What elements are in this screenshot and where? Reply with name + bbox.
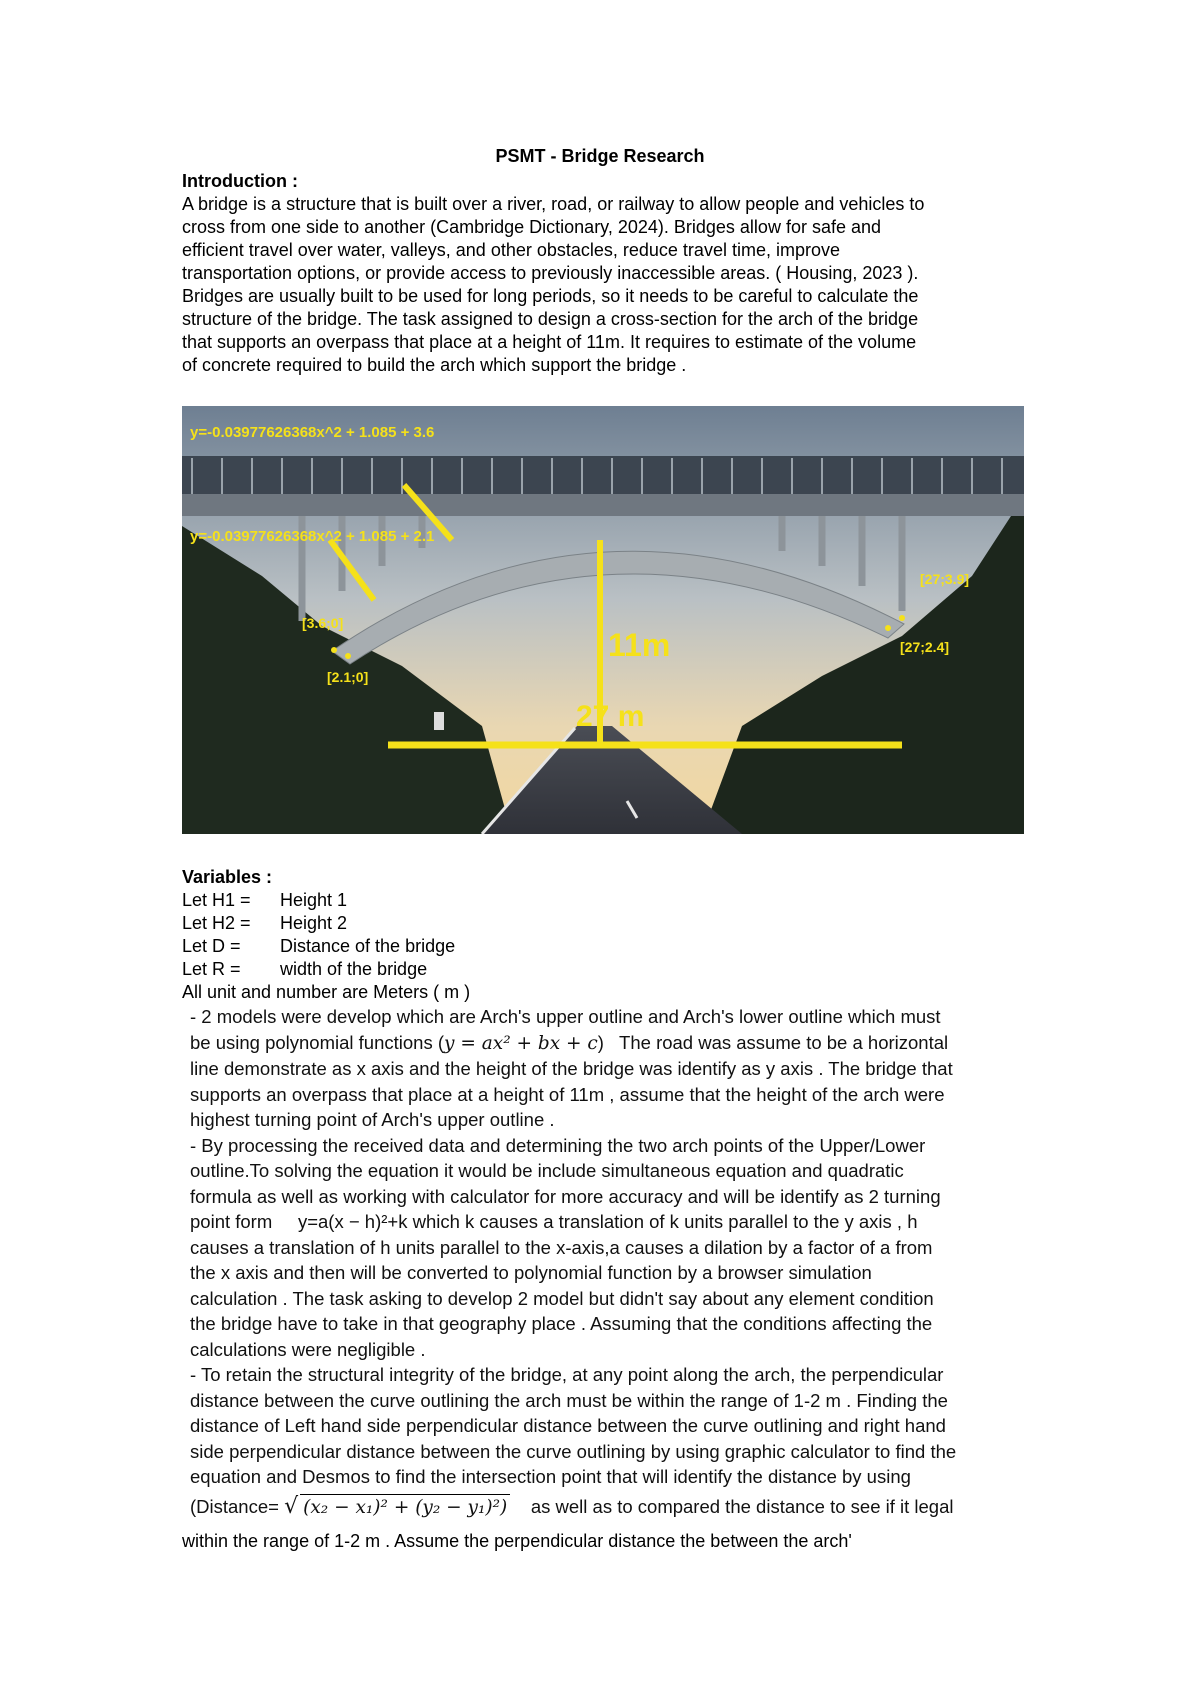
point-marker <box>345 653 351 659</box>
variable-value: Distance of the bridge <box>280 936 456 956</box>
variable-key: Let H2 = <box>182 913 251 933</box>
bridge-photo-figure <box>182 406 1024 834</box>
body-line: distance of Left hand side perpendicular distance between the curve outlining and right hand <box>190 1415 946 1436</box>
label-point-27-3-9: [27;3.9] <box>920 571 970 587</box>
variables-heading: Variables : <box>182 867 273 887</box>
label-point-3-6-0: [3.6;0] <box>302 615 344 631</box>
variable-row <box>182 889 1022 912</box>
bridge-railing <box>182 456 1024 494</box>
body-line-with-formula <box>190 1209 1025 1235</box>
variable-row <box>182 935 1022 958</box>
intro-line: transportation options, or provide access to previously inaccessible areas. ( Housing, 2023 ). <box>182 263 919 283</box>
body-line: side perpendicular distance between the curve outlining by using graphic calculator to find the <box>190 1440 957 1462</box>
variable-row <box>182 958 1022 981</box>
variable-value: Height 2 <box>280 913 348 933</box>
intro-line: Bridges are usually built to be used for long periods, so it needs to be careful to calculate the <box>182 286 919 306</box>
bridge-deck <box>182 494 1024 516</box>
label-point-27-2-4: [27;2.4] <box>900 639 950 655</box>
intro-line: efficient travel over water, valleys, and other obstacles, reduce travel time, improve <box>182 240 840 260</box>
body-line: distance between the curve outlining the arch must be within the range of 1-2 m . Finding the <box>190 1389 948 1411</box>
width-label: 27 m <box>576 700 645 733</box>
body-line: - By processing the received data and determining the two arch points of the Upper/Lower <box>190 1134 926 1156</box>
body-line: line demonstrate as x axis and the height of the bridge was identify as y axis . The bridge that <box>190 1058 953 1079</box>
variables-section <box>182 866 1022 1004</box>
body-line-with-formula: be using polynomial functions (y = ax² + bx + c) The road was assume to be a horizontal <box>190 1031 949 1054</box>
intro-line: that supports an overpass that place at a height of 11m. It requires to estimate of the volume <box>182 332 917 352</box>
point-marker <box>331 647 337 653</box>
variable-key: Let D = <box>182 936 241 956</box>
body-text: point form <box>190 1211 273 1232</box>
body-line: causes a translation of h units parallel to the x-axis,a causes a dilation by a factor of a from <box>190 1236 933 1258</box>
units-note: All unit and number are Meters ( m ) <box>182 982 471 1002</box>
final-line: within the range of 1-2 m . Assume the perpendicular distance the between the arch' <box>182 1531 852 1551</box>
body-line-with-formula <box>190 1494 1025 1521</box>
variable-value: Height 1 <box>280 890 348 910</box>
body-line: the x axis and then will be converted to polynomial function by a browser simulation <box>190 1262 872 1283</box>
intro-line: cross from one side to another (Cambridge Dictionary, 2024). Bridges allow for safe and <box>182 217 882 237</box>
variable-key: Let R = <box>182 959 241 979</box>
method-section <box>190 1004 1025 1520</box>
body-text: The road was assume to be a horizontal <box>619 1031 949 1053</box>
point-marker <box>899 615 905 621</box>
turning-point-formula: y=a(x − h)²+k which k causes a translation of k units parallel to the y axis , h <box>297 1211 918 1232</box>
body-text: as well as to compared the distance to see if it legal <box>530 1495 954 1517</box>
body-line: supports an overpass that place at a height of 11m , assume that the height of the arch were <box>190 1083 945 1105</box>
document-title: PSMT - Bridge Research <box>495 146 705 166</box>
intro-line: of concrete required to build the arch which support the bridge . <box>182 355 687 375</box>
body-line: calculations were negligible . <box>190 1338 426 1360</box>
lower-arch-equation: y=-0.03977626368x^2 + 1.085 + 2.1 <box>190 528 435 545</box>
road-sign <box>434 712 444 730</box>
body-line: - To retain the structural integrity of the bridge, at any point along the arch, the perpendicular <box>190 1364 944 1385</box>
body-line: formula as well as working with calculator for more accuracy and will be identify as 2 turning <box>190 1185 941 1207</box>
point-marker <box>885 625 891 631</box>
body-line: - 2 models were develop which are Arch's upper outline and Arch's lower outline which must <box>190 1006 941 1027</box>
height-label: 11m <box>608 627 671 663</box>
introduction-section <box>182 170 1022 377</box>
body-line: highest turning point of Arch's upper outline . <box>190 1109 555 1130</box>
upper-arch-equation: y=-0.03977626368x^2 + 1.085 + 3.6 <box>190 424 435 441</box>
bridge-photo-illustration <box>182 406 1024 834</box>
body-line: the bridge have to take in that geography place . Assuming that the conditions affecting the <box>190 1313 933 1334</box>
variable-key: Let H1 = <box>182 890 251 910</box>
distance-formula: (x₂ − x₁)² + (y₂ − y₁)²) <box>300 1494 510 1521</box>
intro-line: A bridge is a structure that is built over a river, road, or railway to allow people and vehicles to <box>182 194 925 214</box>
body-text: (Distance= <box>190 1495 279 1517</box>
body-line: outline.To solving the equation it would be include simultaneous equation and quadratic <box>190 1160 904 1181</box>
introduction-heading: Introduction : <box>182 171 298 191</box>
body-text: be using polynomial functions <box>190 1031 433 1053</box>
body-line: calculation . The task asking to develop 2 model but didn't say about any element condition <box>190 1287 934 1309</box>
polynomial-formula: y = ax² + bx + c <box>444 1032 598 1054</box>
variable-row <box>182 912 1022 935</box>
body-line: equation and Desmos to find the intersection point that will identify the distance by using <box>190 1466 911 1487</box>
intro-line: structure of the bridge. The task assigned to design a cross-section for the arch of the bridge <box>182 309 919 329</box>
variable-value: width of the bridge <box>280 959 428 979</box>
label-point-2-1-0: [2.1;0] <box>327 669 369 685</box>
square-root-icon: √ <box>284 1493 299 1519</box>
